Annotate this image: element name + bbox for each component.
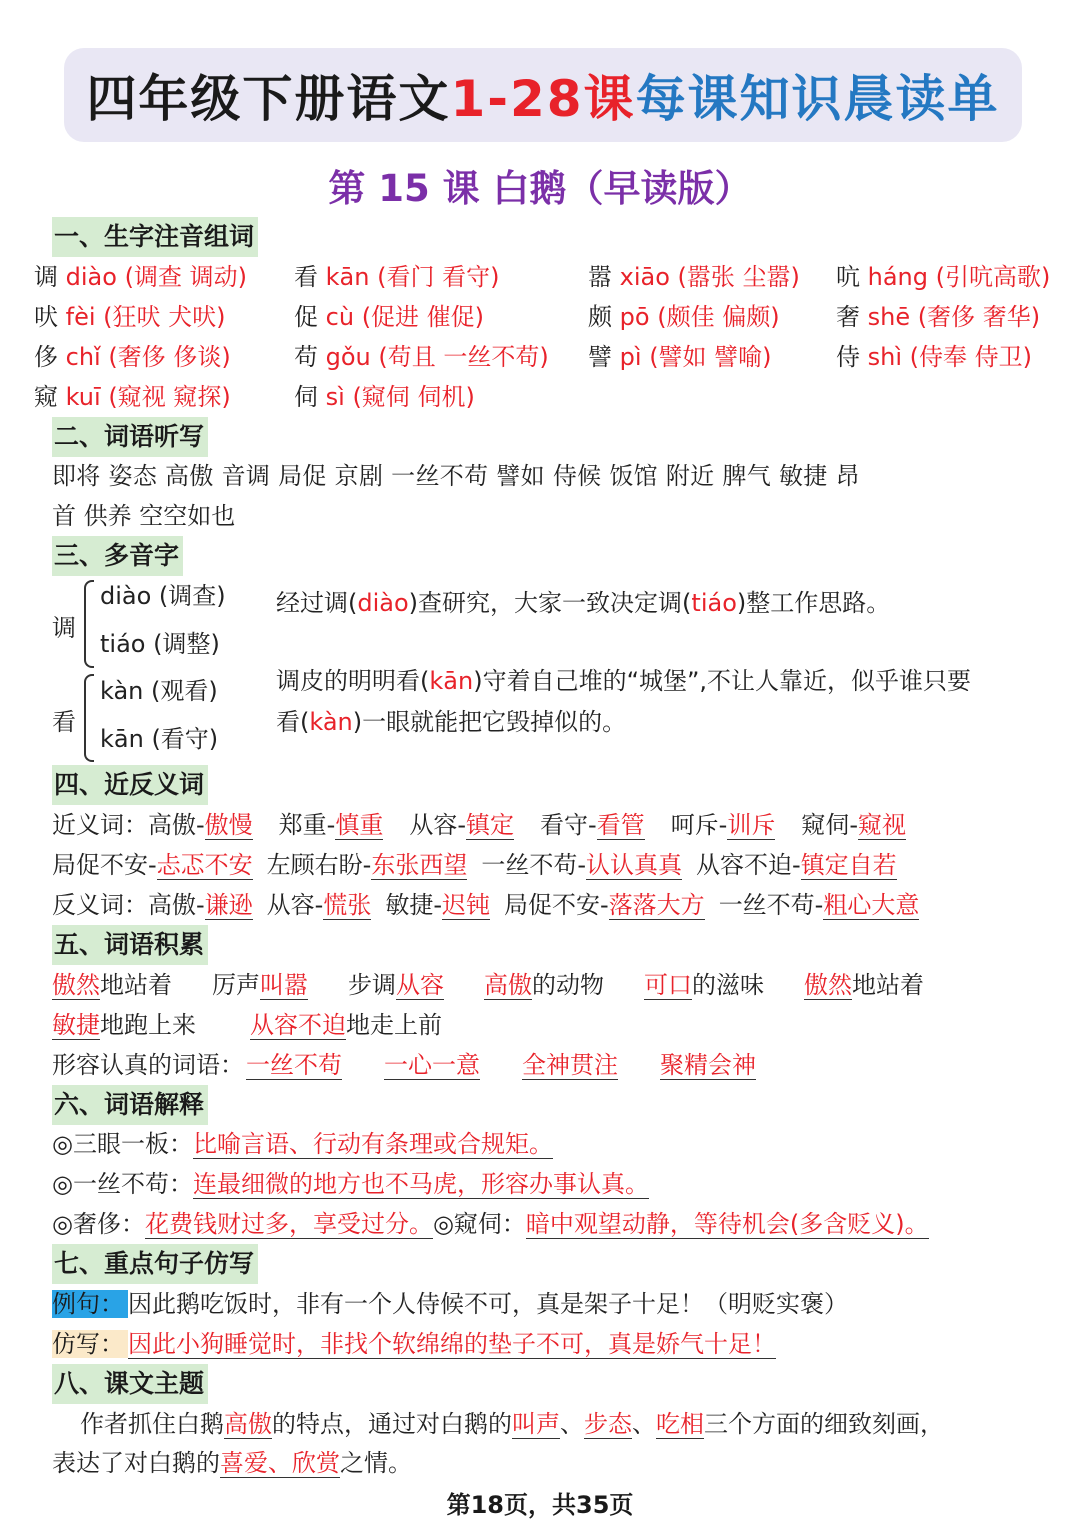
theme-line-1: 作者抓住白鹅高傲的特点，通过对白鹅的叫声、步态、吃相三个方面的细致刻画，: [80, 1410, 944, 1438]
synonym-row-1: 近义词：高傲-傲慢 郑重-慎重 从容-镇定 看守-看管 呵斥-训斥 窥伺-窥视: [52, 811, 907, 839]
dictation-line-2: 首 供养 空空如也: [52, 502, 236, 530]
page-footer: 第18页，共35页: [446, 1491, 634, 1519]
brace-kan: [84, 674, 94, 762]
banner-title-part2: 1-28课: [450, 70, 636, 128]
banner-title-part1: 四年级下册语文: [86, 70, 451, 128]
section-heading-6: 六、词语解释: [52, 1085, 208, 1125]
section-heading-8: 八、课文主题: [52, 1364, 208, 1404]
char-entry: 侍 shì (侍奉 侍卫): [836, 343, 1033, 371]
reading-diao-1: diào (调查): [100, 582, 226, 610]
section-heading-7: 七、重点句子仿写: [52, 1244, 258, 1284]
explain-row-2: ◎一丝不苟：连最细微的地方也不马虎，形容办事认真。: [52, 1170, 649, 1198]
example-sentence: 例句： 因此鹅吃饭时，非有一个人侍候不可，真是架子十足！（明贬实褒）: [52, 1290, 848, 1318]
char-entry: 吭 háng (引吭高歌): [836, 263, 1051, 291]
imitation-sentence: 仿写： 因此小狗睡觉时，非找个软绵绵的垫子不可，真是娇气十足！: [52, 1330, 776, 1358]
theme-line-2: 表达了对白鹅的喜爱、欣赏之情。: [52, 1449, 412, 1477]
char-entry: 吠 fèi (狂吠 犬吠): [34, 303, 226, 331]
polyphone-sentence-diao: 经过调(diào)查研究，大家一致决定调(tiáo)整工作思路。: [276, 589, 891, 617]
lesson-title: 第 15 课 白鹅（早读版）: [328, 167, 752, 210]
brace-diao: [84, 580, 94, 668]
char-entry: 嚣 xiāo (嚣张 尘嚣): [588, 263, 800, 291]
accumulate-row-3: 形容认真的词语：一丝不苟 一心一意 全神贯注 聚精会神: [52, 1051, 756, 1079]
explain-row-3: ◎奢侈：花费钱财过多，享受过分。◎窥伺：暗中观望动静，等待机会(多含贬义)。: [52, 1210, 929, 1238]
char-entry: 奢 shē (奢侈 奢华): [836, 303, 1041, 331]
reading-diao-2: tiáo (调整): [100, 630, 220, 658]
reading-kan-2: kān (看守): [100, 725, 219, 753]
char-entry: 伺 sì (窥伺 伺机): [294, 383, 475, 411]
section-heading-1: 一、生字注音组词: [52, 217, 258, 257]
polyphone-char-diao: 调: [52, 614, 76, 642]
polyphone-sentence-kan-2: 看(kàn)一眼就能把它毁掉似的。: [276, 708, 627, 736]
polyphone-sentence-kan-1: 调皮的明明看(kān)守着自己堆的“城堡”,不让人靠近，似乎谁只要: [276, 667, 972, 695]
reading-kan-1: kàn (观看): [100, 677, 218, 705]
char-entry: 颇 pō (颇佳 偏颇): [588, 303, 780, 331]
char-entry: 窥 kuī (窥视 窥探): [34, 383, 231, 411]
char-entry: 譬 pì (譬如 譬喻): [588, 343, 772, 371]
example-tag: 例句：: [52, 1290, 128, 1318]
explain-row-1: ◎三眼一板：比喻言语、行动有条理或合规矩。: [52, 1130, 553, 1158]
imitation-tag: 仿写：: [52, 1330, 128, 1358]
char-entry: 侈 chǐ (奢侈 侈谈): [34, 343, 231, 371]
char-entry: 苟 gǒu (苟且 一丝不苟): [294, 343, 549, 371]
synonym-row-2: 局促不安-忐忑不安 左顾右盼-东张西望 一丝不苟-认认真真 从容不迫-镇定自若: [52, 851, 897, 879]
antonym-row: 反义词：高傲-谦逊 从容-慌张 敏捷-迟钝 局促不安-落落大方 一丝不苟-粗心大意: [52, 891, 920, 919]
section-heading-3: 三、多音字: [52, 536, 183, 576]
char-entry: 调 diào (调查 调动): [34, 263, 247, 291]
section-heading-5: 五、词语积累: [52, 925, 208, 965]
section-heading-2: 二、词语听写: [52, 417, 208, 457]
header-banner: [64, 48, 1022, 142]
char-entry: 促 cù (促进 催促): [294, 303, 485, 331]
section-heading-4: 四、近反义词: [52, 765, 208, 805]
polyphone-char-kan: 看: [52, 708, 76, 736]
accumulate-row-2: 敏捷地跑上来 从容不迫地走上前: [52, 1011, 442, 1039]
banner-title-part3: 每课知识晨读单: [635, 70, 1000, 128]
accumulate-row-1: 傲然地站着 厉声叫嚣 步调从容 高傲的动物 可口的滋味 傲然地站着: [52, 971, 924, 999]
char-entry: 看 kān (看门 看守): [294, 263, 500, 291]
dictation-line-1: 即将 姿态 高傲 音调 局促 京剧 一丝不苟 譬如 侍候 饭馆 附近 脾气 敏捷 昂: [52, 462, 860, 490]
